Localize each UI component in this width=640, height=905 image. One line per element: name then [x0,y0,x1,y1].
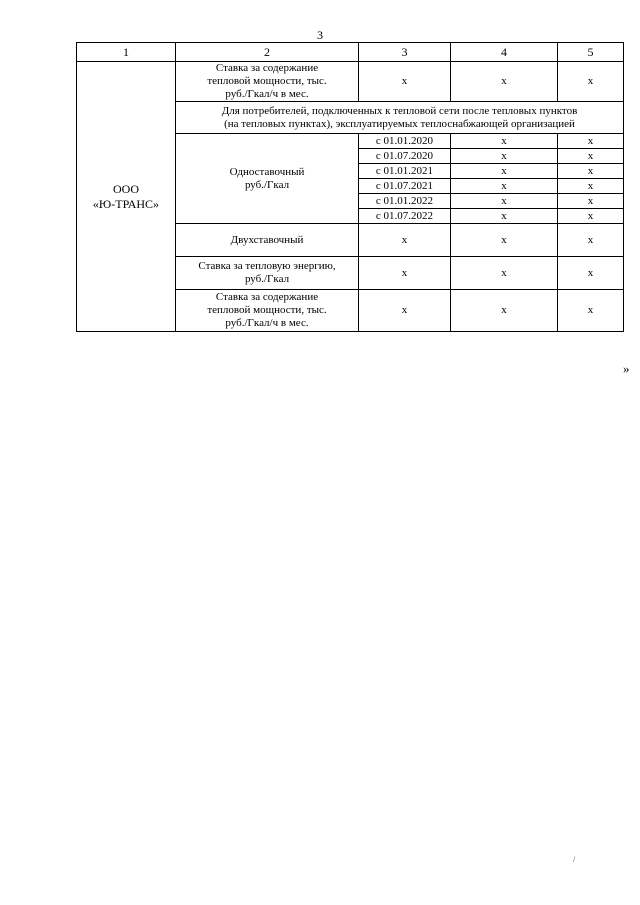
single-rate-label: Одноставочный руб./Гкал [176,134,359,224]
cell-value: x [558,149,624,164]
date-cell: с 01.07.2021 [359,179,451,194]
date-cell: с 01.01.2022 [359,194,451,209]
group-heading: Для потребителей, подключенных к тепловой сети после тепловых пунктов (на тепловых пунктах), эксплуатируемых теплоснабжающей организацией [176,102,624,134]
cell-value: x [558,134,624,149]
cell-value: x [451,194,558,209]
date-cell: с 01.07.2020 [359,149,451,164]
header-row [77,43,624,62]
cell-value: x [558,290,624,332]
date-cell: с 01.07.2022 [359,209,451,224]
energy-rate-label: Ставка за тепловую энергию, руб./Гкал [176,257,359,290]
cell-value: x [451,257,558,290]
cell-value: x [558,164,624,179]
cell-value: x [451,224,558,257]
cell-value: x [359,62,451,102]
cell-value: x [558,224,624,257]
cell-value: x [451,62,558,102]
cell-value: x [451,179,558,194]
col-header-2: 2 [176,43,359,62]
cell-value: x [558,179,624,194]
organization-name: «Ю-ТРАНС» [92,196,160,211]
cell-value: x [451,149,558,164]
col-header-4: 4 [451,43,558,62]
page-number: 3 [317,28,323,42]
date-cell: с 01.01.2020 [359,134,451,149]
cell-value: x [558,62,624,102]
cell-value: x [451,290,558,332]
organization-form: ООО [113,181,139,196]
cell-value: x [558,194,624,209]
date-cell: с 01.01.2021 [359,164,451,179]
cell-value: x [359,290,451,332]
col-header-3: 3 [359,43,451,62]
cell-value: x [451,164,558,179]
col-header-1: 1 [77,43,176,62]
capacity-rate-label: Ставка за содержание тепловой мощности, тыс. руб./Гкал/ч в мес. [176,290,359,332]
cell-value: x [558,209,624,224]
table-row [77,62,624,102]
col-header-5: 5 [558,43,624,62]
tariff-table [76,42,624,332]
cell-value: x [558,257,624,290]
cell-value: x [451,209,558,224]
cell-value: x [359,224,451,257]
cell-value: x [359,257,451,290]
corner-mark: / [573,855,576,864]
cell-value: x [451,134,558,149]
organization-cell [77,62,176,332]
capacity-rate-label: Ставка за содержание тепловой мощности, тыс. руб./Гкал/ч в мес. [176,62,359,102]
closing-quote: » [623,361,630,376]
two-rate-label: Двухставочный [176,224,359,257]
